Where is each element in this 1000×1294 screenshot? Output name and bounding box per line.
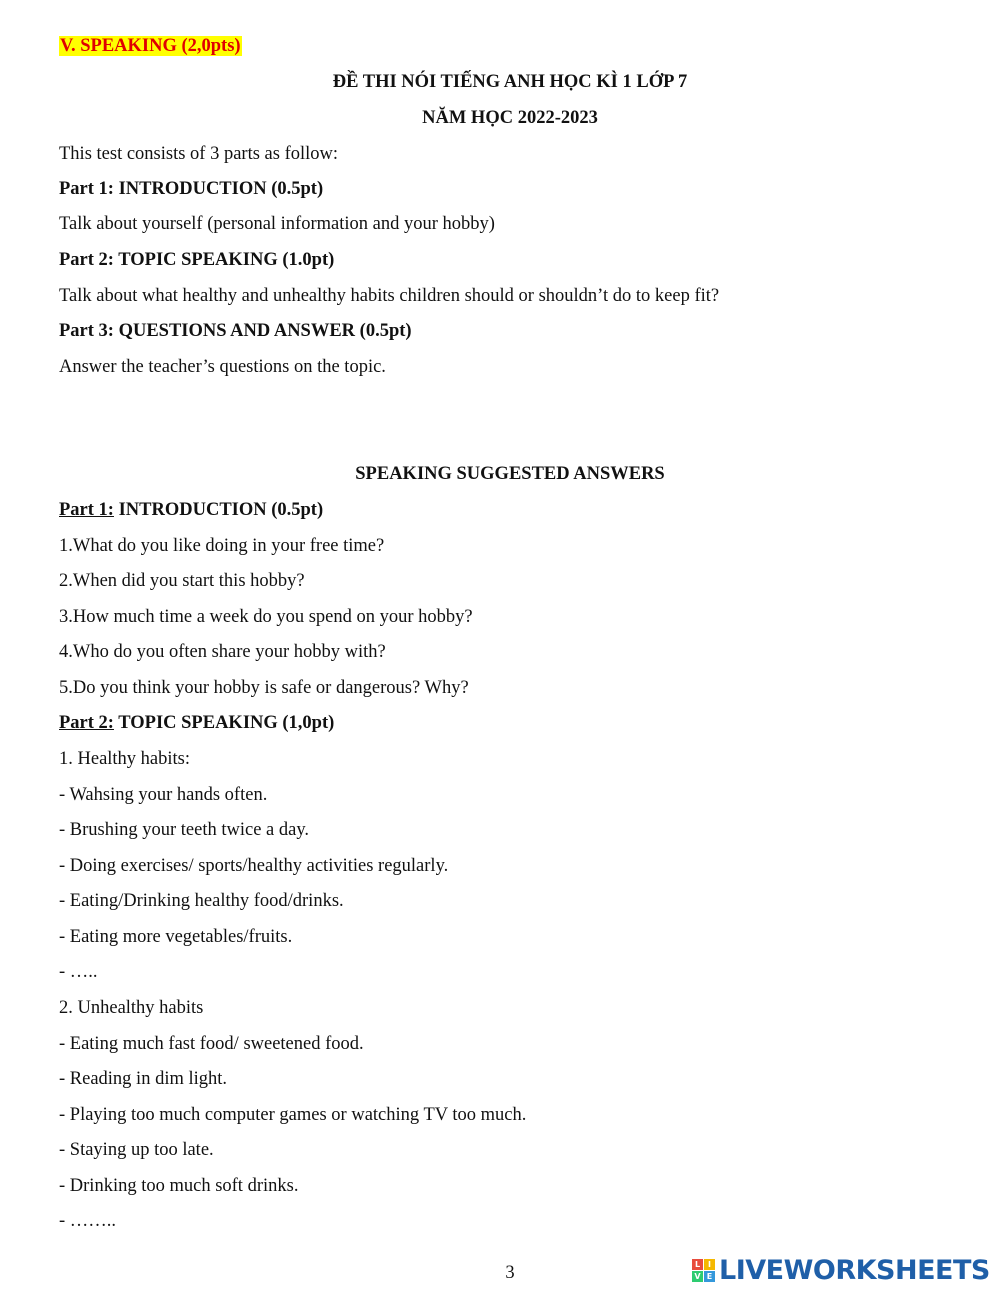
healthy-item: - Doing exercises/ sports/healthy activities regularly.: [59, 856, 449, 876]
logo-text: LIVEWORKSHEETS: [719, 1254, 990, 1286]
unhealthy-heading: 2. Unhealthy habits: [59, 998, 204, 1018]
logo-square: L: [692, 1259, 703, 1270]
healthy-item: - Brushing your teeth twice a day.: [59, 820, 310, 840]
question-item: 5.Do you think your hobby is safe or dangerous? Why?: [59, 678, 469, 698]
question-item: 3.How much time a week do you spend on your hobby?: [59, 607, 473, 627]
answers-part2-heading: Part 2: TOPIC SPEAKING (1,0pt): [59, 713, 335, 733]
unhealthy-item: - Eating much fast food/ sweetened food.: [59, 1034, 364, 1054]
unhealthy-item: - ……..: [59, 1211, 117, 1231]
part2-heading: Part 2: TOPIC SPEAKING (1.0pt): [59, 250, 335, 270]
part3-heading: Part 3: QUESTIONS AND ANSWER (0.5pt): [59, 321, 412, 341]
unhealthy-item: - Staying up too late.: [59, 1140, 214, 1160]
healthy-heading: 1. Healthy habits:: [59, 749, 191, 769]
part1-heading: Part 1: INTRODUCTION (0.5pt): [59, 179, 324, 199]
unhealthy-item: - Playing too much computer games or watching TV too much.: [59, 1105, 527, 1125]
page-number: 3: [505, 1263, 515, 1283]
answers-part1-heading: Part 1: INTRODUCTION (0.5pt): [59, 500, 324, 520]
answers-title: SPEAKING SUGGESTED ANSWERS: [355, 464, 665, 484]
logo-square: V: [692, 1271, 703, 1282]
unhealthy-item: - Reading in dim light.: [59, 1069, 228, 1089]
part2-description: Talk about what healthy and unhealthy habits children should or shouldn’t do to keep fit?: [59, 286, 720, 306]
healthy-item: - Wahsing your hands often.: [59, 785, 268, 805]
liveworksheets-logo: [692, 1253, 990, 1287]
healthy-item: - …..: [59, 962, 98, 982]
question-item: 2.When did you start this hobby?: [59, 571, 305, 591]
exam-title: ĐỀ THI NÓI TIẾNG ANH HỌC KÌ 1 LỚP 7: [332, 72, 688, 92]
healthy-item: - Eating/Drinking healthy food/drinks.: [59, 891, 344, 911]
school-year: NĂM HỌC 2022-2023: [422, 108, 598, 128]
logo-square: E: [704, 1271, 715, 1282]
logo-icon: [692, 1259, 715, 1282]
part1-description: Talk about yourself (personal information and your hobby): [59, 214, 495, 234]
question-item: 1.What do you like doing in your free time?: [59, 536, 385, 556]
intro-text: This test consists of 3 parts as follow:: [59, 144, 339, 164]
section-label: V. SPEAKING (2,0pts): [60, 36, 241, 56]
unhealthy-item: - Drinking too much soft drinks.: [59, 1176, 299, 1196]
logo-square: I: [704, 1259, 715, 1270]
question-item: 4.Who do you often share your hobby with?: [59, 642, 386, 662]
part3-description: Answer the teacher’s questions on the topic.: [59, 357, 386, 377]
healthy-item: - Eating more vegetables/fruits.: [59, 927, 293, 947]
